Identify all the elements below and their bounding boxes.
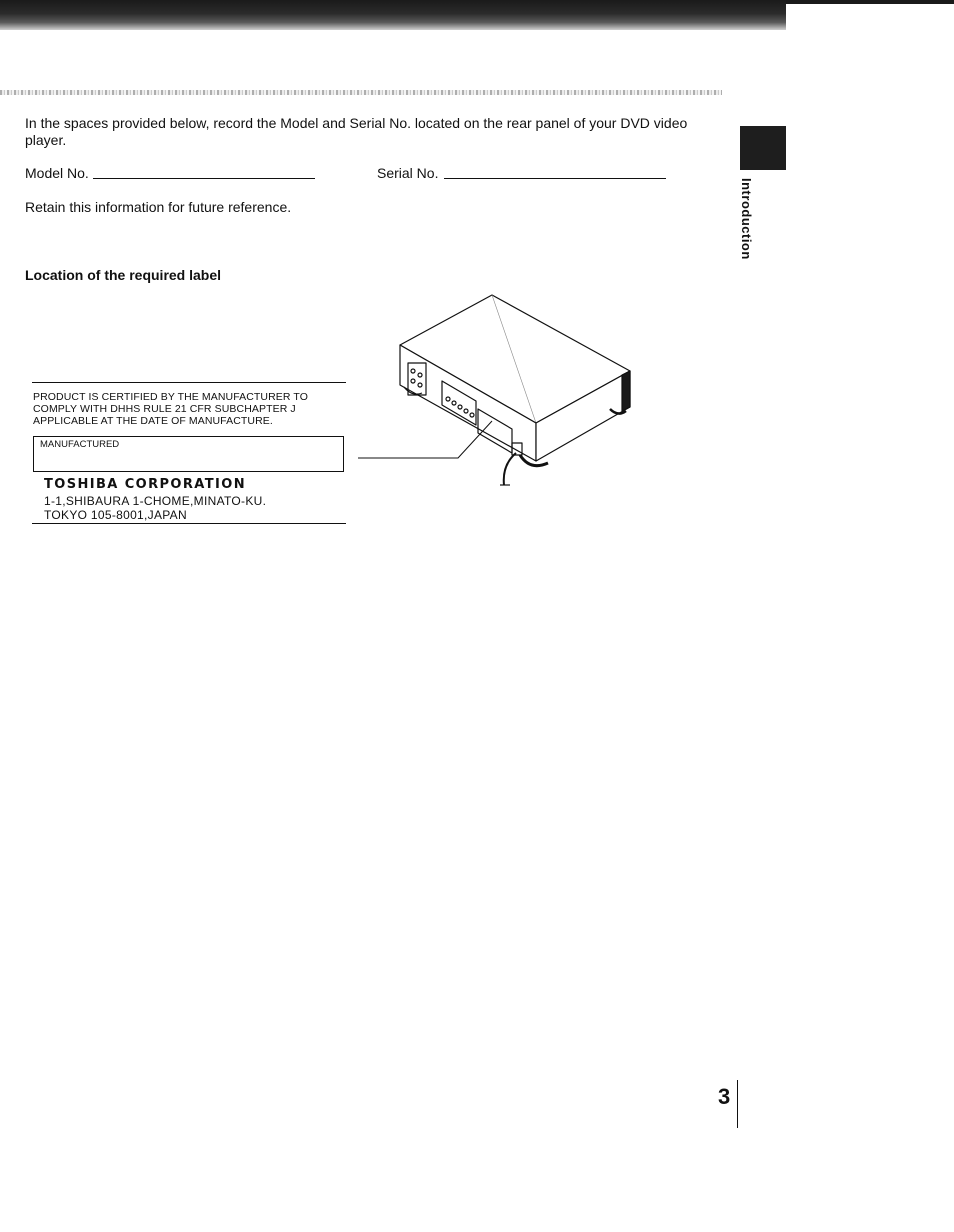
section-heading: Location of the required label <box>25 267 222 283</box>
header-dotted-rule <box>0 90 722 95</box>
model-no-label: Model No. <box>25 165 89 181</box>
page-number-rule <box>737 1080 738 1128</box>
label-pointer-line <box>358 421 492 458</box>
label-top-rule <box>32 382 346 383</box>
address-line-2: TOKYO 105-8001,JAPAN <box>44 508 187 522</box>
cert-line-2: COMPLY WITH DHHS RULE 21 CFR SUBCHAPTER J <box>33 403 296 415</box>
section-tab-marker <box>740 126 786 170</box>
dvd-player-rear-illustration <box>352 293 642 493</box>
header-band <box>0 0 786 30</box>
certification-label <box>32 382 346 525</box>
section-tab-label: Introduction <box>739 178 754 260</box>
model-no-field[interactable] <box>93 178 315 179</box>
intro-paragraph: In the spaces provided below, record the Model and Serial No. located on the rear panel of your DVD video player. <box>25 115 688 148</box>
manufactured-label: MANUFACTURED <box>40 439 120 450</box>
label-bottom-rule <box>32 523 346 524</box>
retain-note: Retain this information for future reference. <box>25 199 292 215</box>
serial-no-label: Serial No. <box>377 165 439 181</box>
side-edge-shade <box>622 371 630 411</box>
power-cord <box>504 453 516 485</box>
cert-line-1: PRODUCT IS CERTIFIED BY THE MANUFACTURER TO <box>33 391 309 403</box>
manufactured-date-box <box>33 436 344 472</box>
serial-no-field[interactable] <box>444 178 666 179</box>
corporation-name: TOSHIBA CORPORATION <box>44 477 246 492</box>
page-number: 3 <box>718 1084 731 1109</box>
header-band-rule <box>786 0 954 4</box>
cert-line-3: APPLICABLE AT THE DATE OF MANUFACTURE. <box>33 415 273 427</box>
address-line-1: 1-1,SHIBAURA 1-CHOME,MINATO-KU. <box>44 494 267 508</box>
